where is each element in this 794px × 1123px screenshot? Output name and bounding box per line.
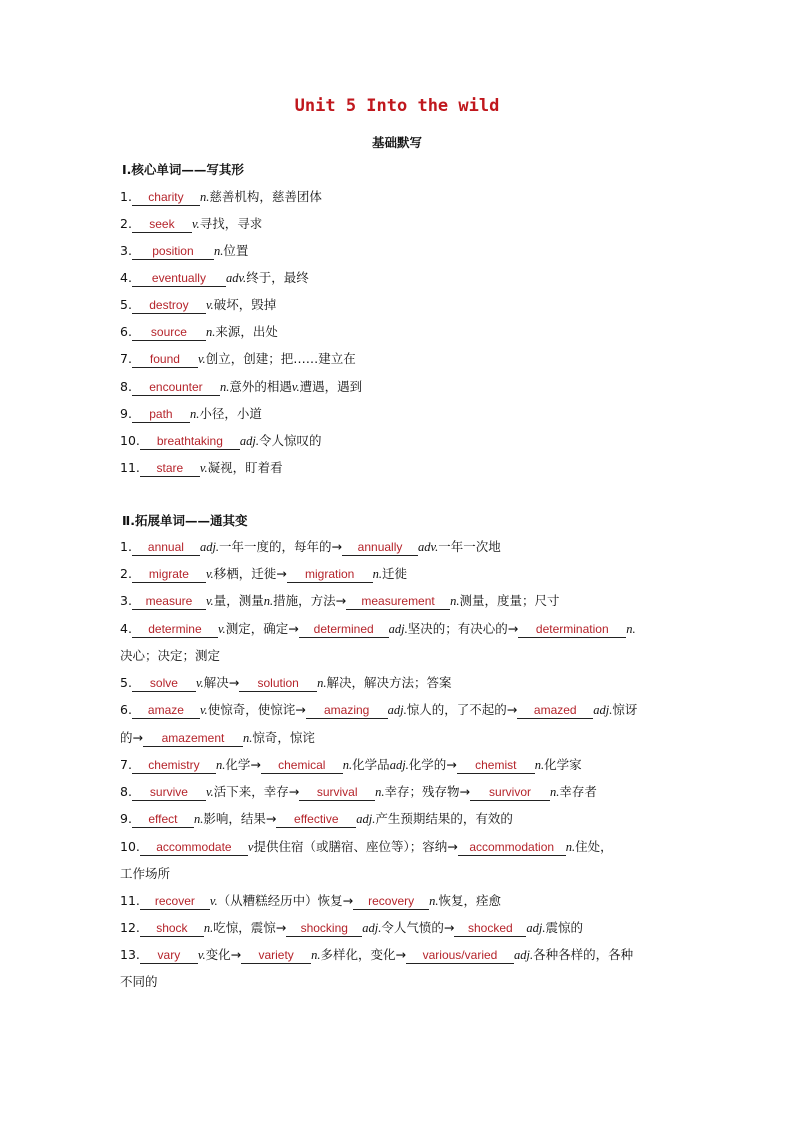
list-item-continuation: 的→ amazement n.惊奇，惊诧 bbox=[120, 730, 315, 745]
list-item: 11. recover v.（从糟糕经历中）恢复→ recovery n.恢复，痊愈 bbox=[120, 893, 502, 908]
list-item: 2. migrate v.移栖，迁徙→ migration n.迁徙 bbox=[120, 566, 408, 581]
list-item: 3. measure v.量，测量n.措施，方法→ measurement n.测量，度量；尺寸 bbox=[120, 593, 560, 608]
list-item: 1. charity n.慈善机构，慈善团体 bbox=[120, 189, 322, 204]
list-item: 6. amaze v.使惊奇，使惊诧→ amazing adj.惊人的，了不起的→ amazed adj.惊讶 bbox=[120, 702, 638, 717]
list-item: 5. solve v.解决→ solution n.解决，解决方法；答案 bbox=[120, 675, 452, 690]
list-item: 4. determine v.测定，确定→ determined adj.坚决的；有决心的→ determination n. bbox=[120, 621, 636, 636]
list-item: 11. stare v.凝视，盯着看 bbox=[120, 460, 283, 475]
page-title: Unit 5 Into the wild bbox=[294, 96, 500, 116]
list-item: 10. breathtaking adj.令人惊叹的 bbox=[120, 433, 322, 448]
section-1-heading: Ⅰ.核心单词——写其形 bbox=[122, 162, 244, 177]
list-item: 13. vary v.变化→ variety n.多样化，变化→ various/varied adj.各种各样的，各种 bbox=[120, 947, 634, 962]
list-item: 2. seek v.寻找，寻求 bbox=[120, 216, 263, 231]
list-item: 8. encounter n.意外的相遇v.遭遇，遇到 bbox=[120, 379, 363, 394]
list-item: 6. source n.来源，出处 bbox=[120, 324, 278, 339]
list-item: 12. shock n.吃惊，震惊→ shocking adj.令人气愤的→ shocked adj.震惊的 bbox=[120, 920, 583, 935]
list-item: 1. annual adj.一年一度的，每年的→ annually adv.一年一次地 bbox=[120, 539, 501, 554]
list-item-continuation: 工作场所 bbox=[120, 866, 171, 881]
section-2-heading: Ⅱ.拓展单词——通其变 bbox=[122, 513, 248, 528]
list-item: 5. destroy v.破坏，毁掉 bbox=[120, 297, 277, 312]
list-item: 10. accommodate v提供住宿（或膳宿、座位等）；容纳→ accommodation n.住处， bbox=[120, 839, 613, 854]
list-item-continuation: 不同的 bbox=[120, 974, 158, 989]
list-item: 7. found v.创立，创建；把……建立在 bbox=[120, 351, 356, 366]
list-item: 3. position n.位置 bbox=[120, 243, 249, 258]
list-item: 8. survive v.活下来，幸存→ survival n.幸存；残存物→ survivor n.幸存者 bbox=[120, 784, 597, 799]
list-item: 7. chemistry n.化学→ chemical n.化学品adj.化学的→ chemist n.化学家 bbox=[120, 757, 582, 772]
list-item: 4. eventually adv.终于，最终 bbox=[120, 270, 309, 285]
list-item: 9. path n.小径，小道 bbox=[120, 406, 262, 421]
list-item-continuation: 决心；决定；测定 bbox=[120, 648, 221, 663]
page-subtitle: 基础默写 bbox=[371, 135, 422, 150]
list-item: 9. effect n.影响，结果→ effective adj.产生预期结果的，有效的 bbox=[120, 811, 513, 826]
